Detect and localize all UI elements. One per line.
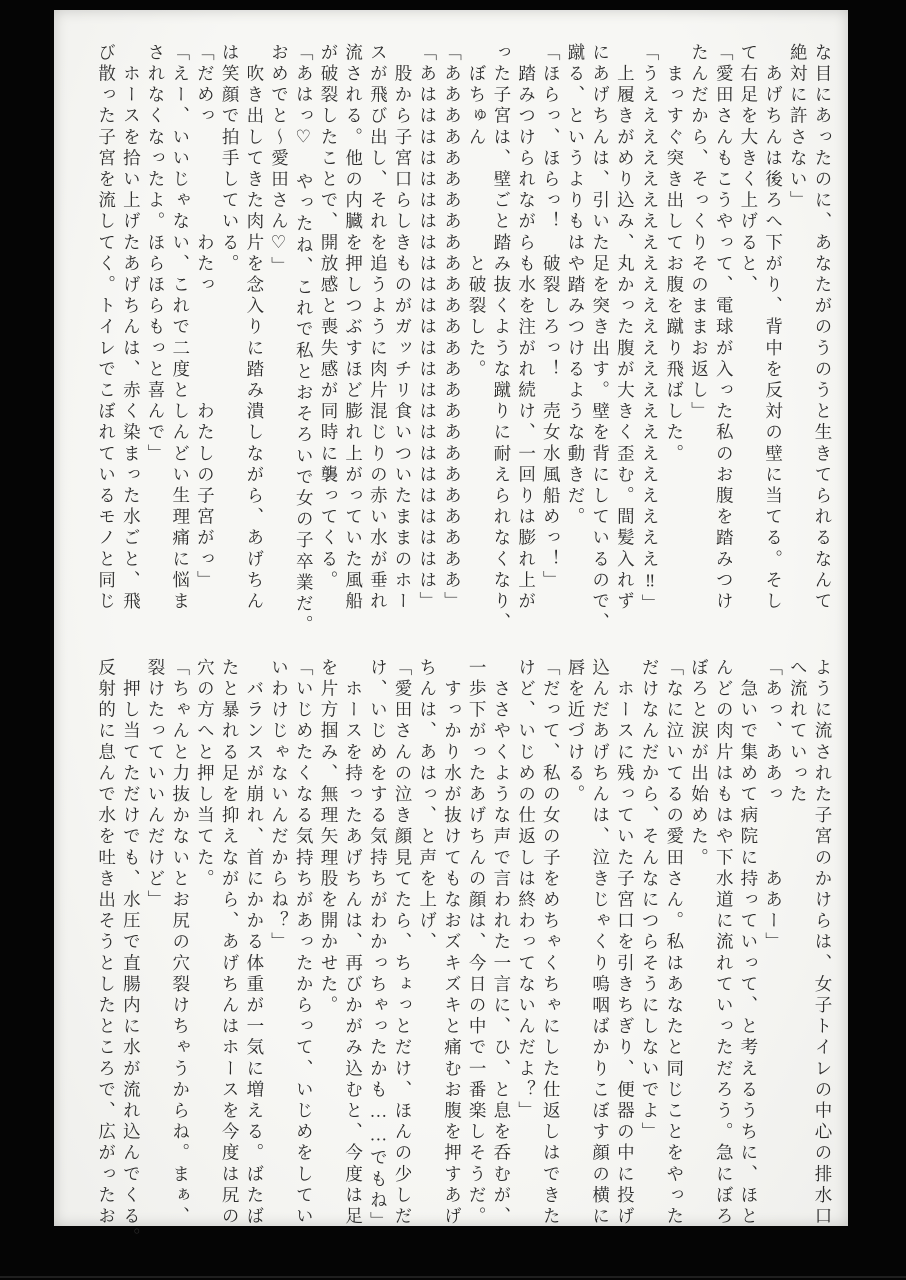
text-column: すっかり水が抜けてもなおズキズキと痛むお腹を押すあげ (442, 658, 463, 1228)
text-column: 流される。他の内臓を押しつぶすほど膨れ上がっていた風船 (343, 43, 364, 613)
text-column: を片方掴み、無理矢理股を開かせた。 (318, 658, 339, 1017)
text-column: け、いじめをする気持ちがわかっちゃったかも……でもね」 (368, 658, 389, 1233)
text-column: 「だって、私の女の子をめちゃくちゃにした仕返しはできた (541, 658, 562, 1228)
text-column: 「愛田さんもこうやって、電球が入った私のお腹を踏みつけ (714, 43, 735, 613)
text-column: 踏みつけられながらも水を注がれ続け、一回りは膨れ上が (516, 43, 537, 613)
text-column: へ流れていった (788, 658, 809, 806)
text-column: 反射的に息んで水を吐き出そうとしたところで、広がったお (96, 658, 117, 1228)
text-column: あげちんは後ろへ下がり、背中を反対の壁に当てる。そし (763, 43, 784, 613)
text-column: 「ほらっ、ほらっ！ 破裂しろっ！ 売女水風船めっ！」 (541, 43, 562, 592)
text-column: 上履きがめり込み、丸かった腹が大きく歪む。間髪入れず (615, 43, 636, 613)
text-column: 「あはははははははははははははははははははははははは」 (417, 43, 438, 613)
text-column: バランスが崩れ、首にかかる体重が一気に増える。ばたば (244, 658, 265, 1228)
text-column: いわけじゃないんだからね？」 (269, 658, 290, 954)
text-column: 込んだあげちんは、泣きじゃくり嗚咽ばかりこぼす顔の横に (590, 658, 611, 1228)
text-column: おめでと～愛田さん♡」 (269, 43, 290, 278)
text-column: 唇を近づける。 (565, 658, 586, 806)
text-column: 「だめっ わたっ わたしの子宮がっ」 (195, 43, 216, 592)
text-column: 「えー、いいじゃない、これで二度としんどい生理痛に悩ま (170, 43, 191, 613)
text-column: 急いで集めて病院に持っていって、と考えるうちに、ほと (738, 658, 759, 1228)
text-column: 「愛田さんの泣き顔見てたら、ちょっとだけ、ほんの少しだ (393, 658, 414, 1228)
text-column: スが飛び出し、それを追うように肉片混じりの赤い水が垂れ (368, 43, 389, 613)
text-column: 「あああああああああああああああああああああああああ」 (442, 43, 463, 613)
text-column: まっすぐ突き出してお腹を蹴り飛ばした。 (664, 43, 685, 465)
text-column: 股から子宮口らしきものがガッチリ食いついたままのホー (393, 43, 414, 613)
text-column: 一歩下がったあげちんの顔は、今日の中で一番楽しそうだ。 (467, 658, 488, 1228)
text-column: 吹き出してきた肉片を念入りに踏み潰しながら、あげちん (244, 43, 265, 613)
text-column: されなくなったよ。ほらほらもっと喜んで」 (146, 43, 167, 465)
text-column: にあげちんは、引いた足を突き出す。壁を背にしているので、 (590, 43, 611, 634)
text-column: った子宮は、壁ごと踏み抜くような蹴りに耐えられなくなり、 (491, 43, 512, 634)
text-column: 「うえええええええええええええええええええええええ‼」 (640, 43, 661, 616)
text-column: 絶対に許さない」 (788, 43, 809, 212)
text-column: 「ちゃんと力抜かないとお尻の穴裂けちゃうからね。まぁ、 (170, 658, 191, 1228)
text-column: ぼちゅん と破裂した。 (467, 43, 488, 381)
text-column: 「なに泣いてるの愛田さん。私はあなたと同じことをやった (664, 658, 685, 1228)
text-column: 蹴る、というよりもはや踏みつけるような動きだ。 (565, 43, 586, 529)
text-column: ホースを持ったあげちんは、再びかがみ込むと、今度は足 (343, 658, 364, 1228)
text-column: たんだから、そっくりそのままお返し」 (689, 43, 710, 423)
text-column: 「あっ、ああっ ああー」 (763, 658, 784, 954)
text-column: 押し当てただけでも、水圧で直腸内に水が流れ込んでくる。 (121, 658, 142, 1249)
text-column: けど、いじめの仕返しは終わってないんだよ？」 (516, 658, 537, 1123)
text-column: ちんは、あはっ、と声を上げ、 (417, 658, 438, 954)
page-bottom-shadow (0, 1276, 906, 1278)
text-column: だけなんだから、そんなにつらそうにしないでよ」 (640, 658, 661, 1144)
text-column: んどの肉片はもはや下水道に流れていっただろう。急にぼろ (714, 658, 735, 1228)
text-column: は笑顔で拍手している。 (220, 43, 241, 276)
text-column: が破裂したことで、開放感と喪失感が同時に襲ってくる。 (318, 43, 339, 592)
text-column: 裂けたっていいんだけど」 (146, 658, 167, 912)
text-column: ように流された子宮のかけらは、女子トイレの中心の排水口 (813, 658, 833, 1228)
text-column: ホースに残っていた子宮口を引きちぎり、便器の中に投げ (615, 658, 636, 1228)
text-column: 穴の方へと押し当てた。 (195, 658, 216, 891)
text-column: ささやくような声で言われた一言に、ひ、と息を呑むが、 (491, 658, 512, 1228)
text-column: て右足を大きく上げると、 (738, 43, 759, 297)
text-column: ぼろと涙が出始めた。 (689, 658, 710, 869)
text-column: 「いじめたくなる気持ちがあったからって、いじめをしてい (294, 658, 315, 1228)
text-column: 「あはっ♡ やったね、これで私とおそろいで女の子卒業だ。 (294, 43, 315, 637)
text-block-bottom (94, 658, 835, 1249)
text-block-top (94, 43, 835, 637)
page (54, 10, 848, 1249)
text-column: び散った子宮を流してく。トイレでこぼれているモノと同じ (96, 43, 117, 613)
text-column: な目にあったのに、あなたがのうのうと生きてられるなんて (813, 43, 833, 613)
text-column: たと暴れる足を抑えながら、あげちんはホースを今度は尻の (220, 658, 241, 1228)
text-column: ホースを拾い上げたあげちんは、赤く染まった水ごと、飛 (121, 43, 142, 613)
